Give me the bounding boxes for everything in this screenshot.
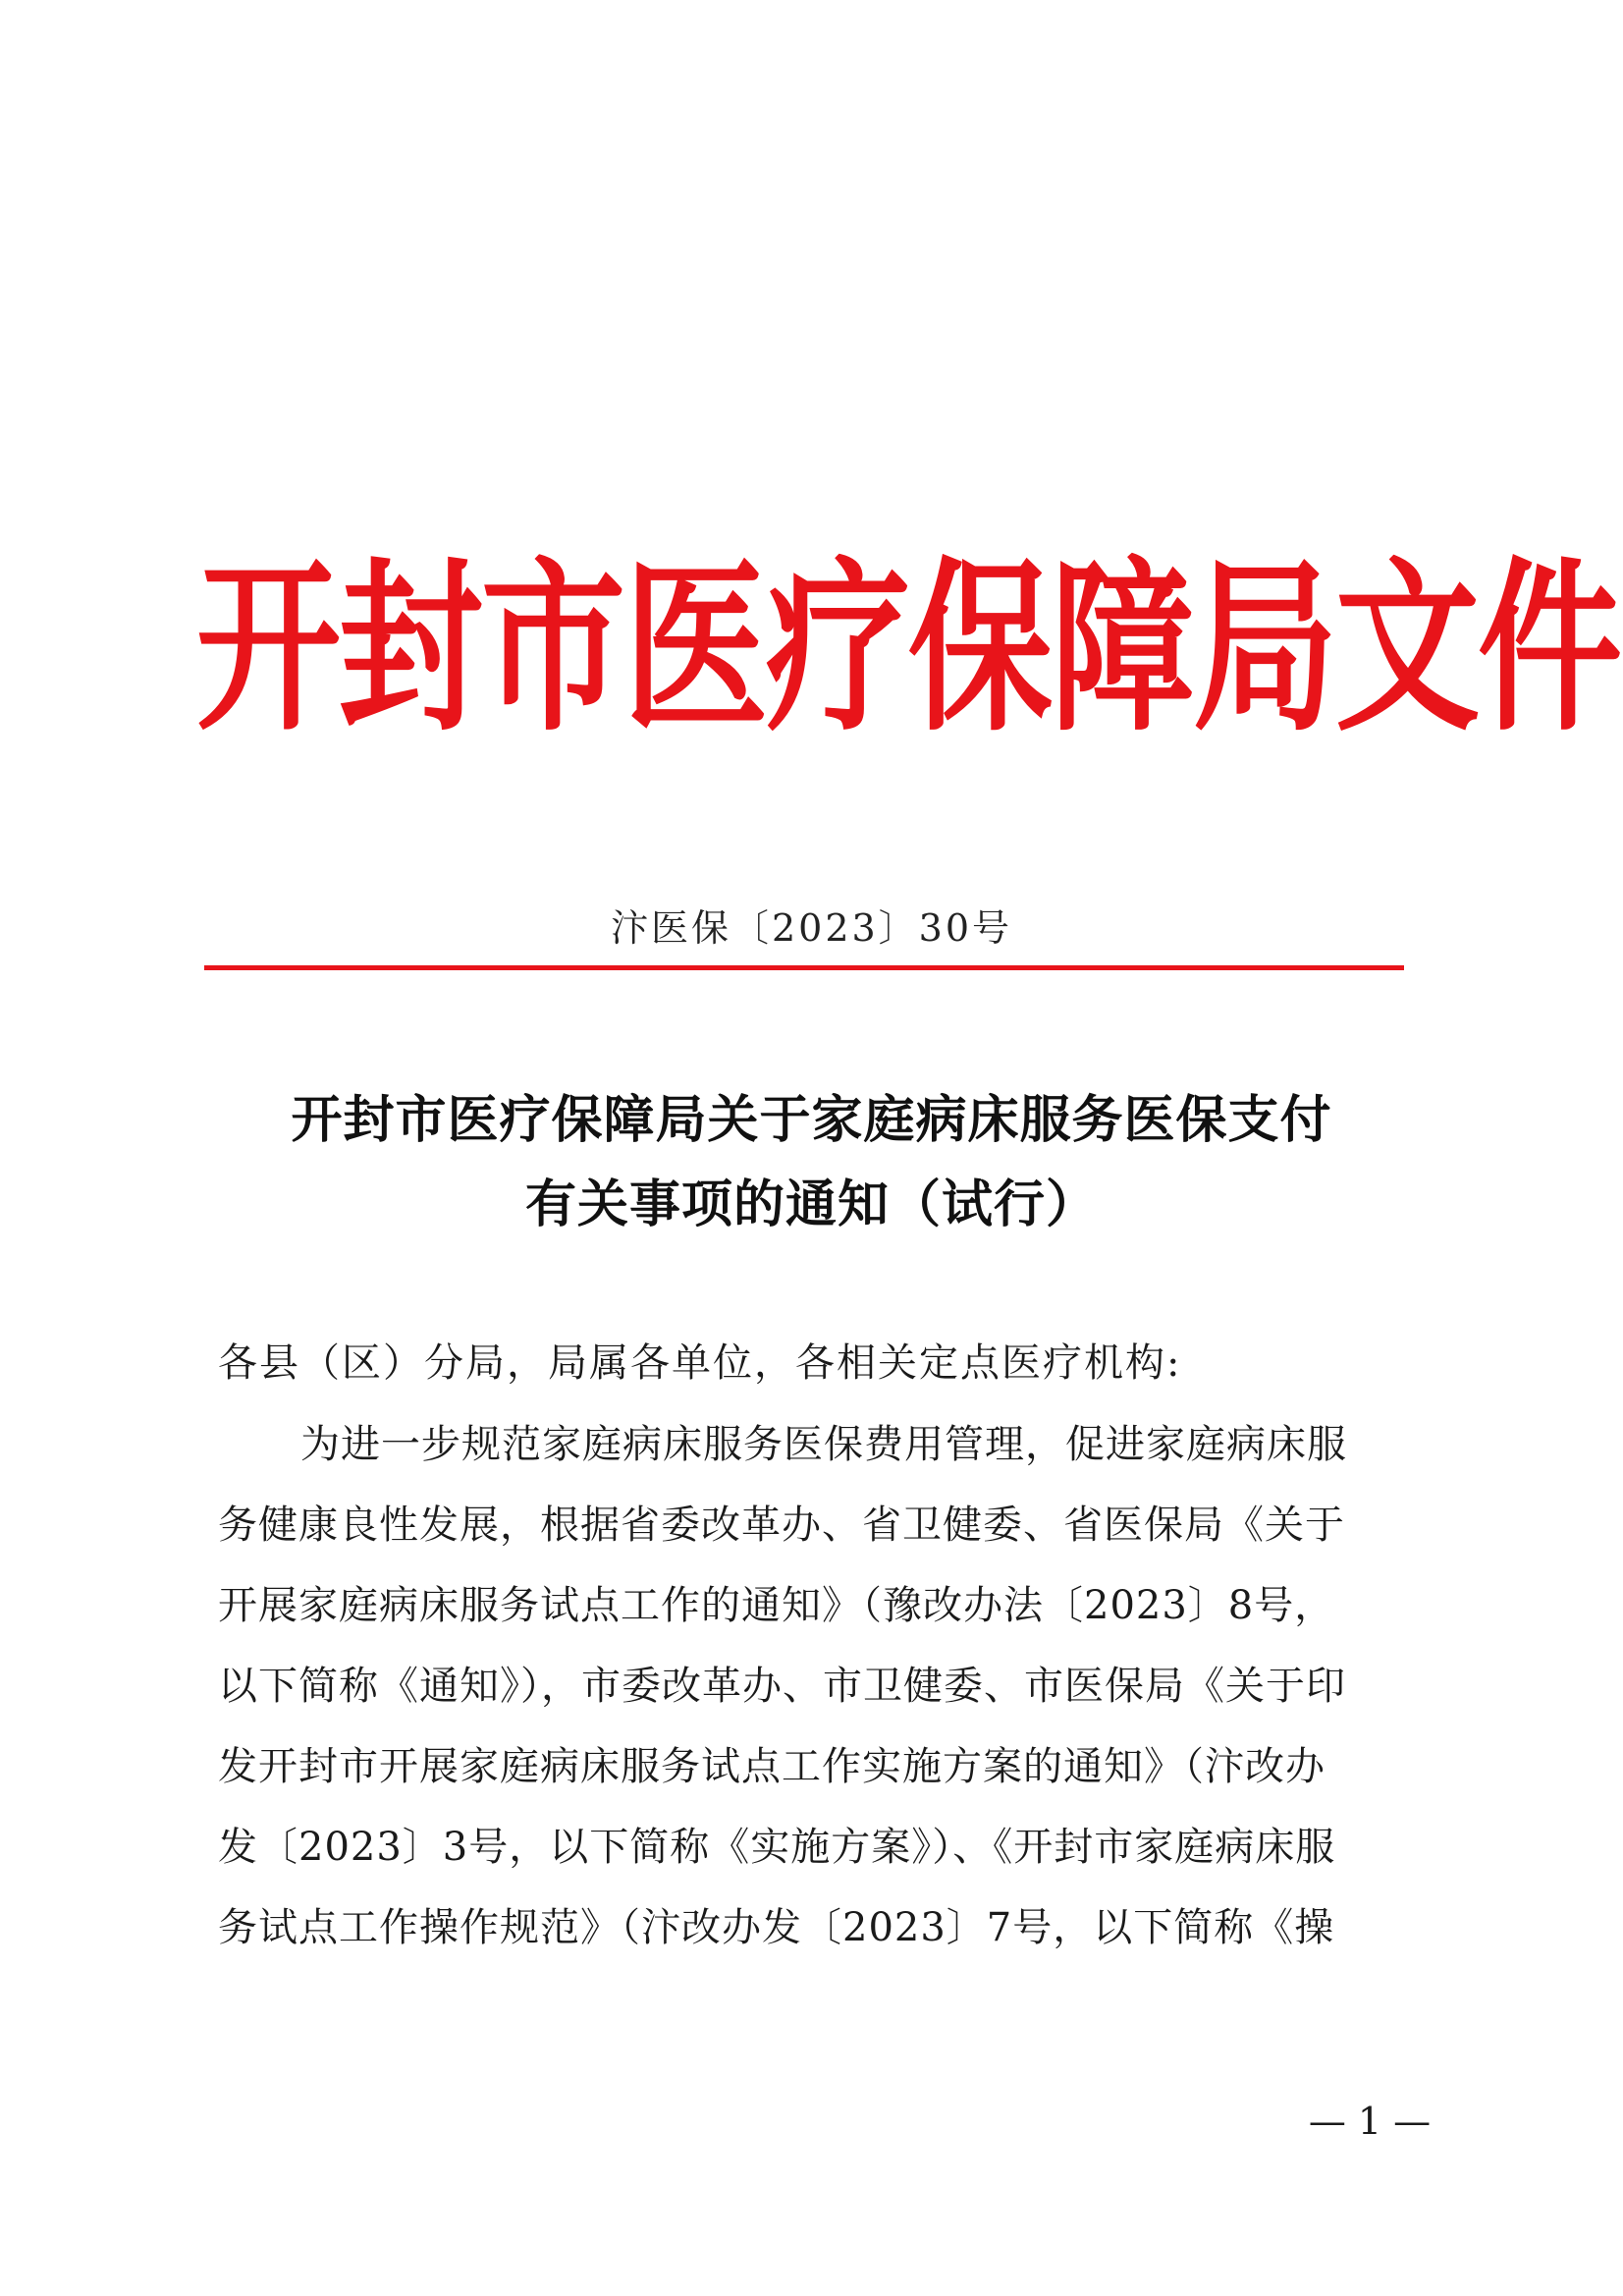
body-line: 为进一步规范家庭病床服务医保费用管理，促进家庭病床服 (300, 1422, 1347, 1467)
body-paragraph (218, 1404, 1435, 1968)
title-line-1: 开封市医疗保障局关于家庭病床服务医保支付 (291, 1090, 1332, 1150)
red-separator-line (204, 965, 1404, 970)
body-line: 务试点工作操作规范》（汴改办发〔2023〕7号，以下简称《操 (218, 1905, 1335, 1950)
issuing-authority-masthead: 开封市医疗保障局文件 (196, 538, 1621, 757)
title-line-2: 有关事项的通知（试行） (524, 1175, 1098, 1234)
body-line: 以下简称《通知》），市委改革办、市卫健委、市医保局《关于印 (218, 1664, 1346, 1709)
body-line: 开展家庭病床服务试点工作的通知》（豫改办法〔2023〕8号， (218, 1583, 1335, 1628)
body-line: 发开封市开展家庭病床服务试点工作实施方案的通知》（汴改办 (218, 1744, 1325, 1789)
body-line: 务健康良性发展，根据省委改革办、省卫健委、省医保局《关于 (218, 1503, 1345, 1548)
salutation: 各县（区）分局，局属各单位，各相关定点医疗机构: (218, 1340, 1182, 1386)
page-number: — 1 — (1308, 2100, 1432, 2143)
body-line: 发〔2023〕3号，以下简称《实施方案》）、《开封市家庭病床服 (218, 1825, 1336, 1870)
document-title (0, 1078, 1623, 1247)
document-number: 汴医保〔2023〕30号 (610, 906, 1013, 950)
